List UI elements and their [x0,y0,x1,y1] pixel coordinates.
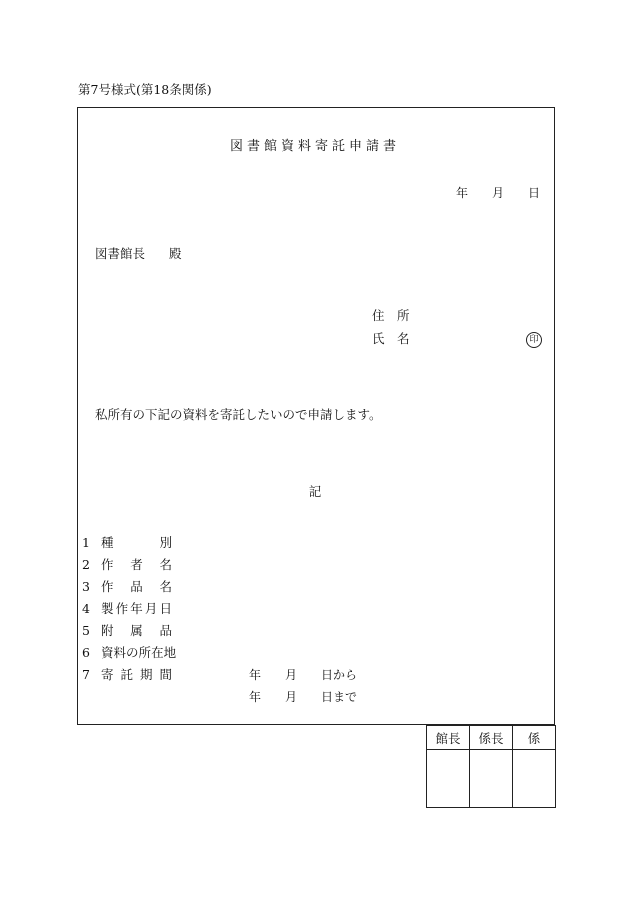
label-char: の [126,645,139,660]
label-char: 作 [101,557,114,572]
item-number: 4 [82,601,90,616]
label-char: 属 [130,623,143,638]
item-number: 3 [82,579,90,594]
label-char: 品 [130,579,143,594]
label-char: 者 [130,557,143,572]
period-to-month: 月 [285,690,298,704]
label-char: 名 [159,579,172,594]
label-char: 期 [139,667,153,682]
label-char: 別 [159,535,172,550]
label-char: 種 [101,535,114,550]
approval-stamp-table [426,725,556,808]
item-label-work-title [101,581,172,594]
date-year-label: 年 [456,186,469,200]
approval-header-chief: 係長 [470,726,513,750]
label-char: 料 [113,645,127,660]
date-month-label: 月 [492,186,505,200]
approval-stamp-director[interactable] [427,750,470,808]
label-char: 名 [159,557,172,572]
item-label-location [101,645,177,660]
item-label-deposit-period [101,669,172,682]
label-char: 日 [159,601,172,616]
item-number: 6 [82,645,90,660]
item-label-accessories [101,625,172,638]
period-from-day: 日から [321,668,358,682]
addressee-honorific: 殿 [169,246,182,261]
addressee-name: 図書館長 [95,246,146,261]
label-char: 作 [101,579,114,594]
period-to-day: 日まで [321,690,358,704]
addressee [95,248,182,261]
label-char: 間 [159,667,172,682]
item-label-production-date [101,603,172,616]
name-label: 氏 名 [372,331,410,346]
approval-stamp-chief[interactable] [470,750,513,808]
approval-header-director: 館長 [427,726,470,750]
item-number: 5 [82,623,90,638]
application-statement: 私所有の下記の資料を寄託したいので申請します。 [95,407,382,422]
approval-header-staff: 係 [513,726,556,750]
period-from-month: 月 [285,668,298,682]
document-title: 図書館資料寄託申請書 [229,139,400,154]
label-char: 寄 [101,667,114,682]
address-label: 住 所 [372,308,410,323]
label-char: 年 [130,601,143,616]
label-char: 所 [138,645,152,660]
label-char: 製 [101,601,114,616]
seal-mark: 印 [526,332,542,348]
approval-stamp-staff[interactable] [513,750,556,808]
label-char: 在 [151,645,164,660]
form-number-label: 第7号様式(第18条関係) [78,82,212,97]
item-number: 1 [82,535,90,550]
item-label-author [101,559,172,572]
item-number: 2 [82,557,90,572]
label-char: 資 [101,645,114,660]
item-number: 7 [82,667,90,682]
label-char: 託 [120,667,133,682]
label-char: 附 [101,623,114,638]
period-to-year: 年 [249,690,262,704]
label-char: 月 [144,601,158,616]
label-char: 地 [163,645,177,660]
label-char: 品 [159,623,172,638]
ki-heading: 記 [308,484,322,499]
date-day-label: 日 [528,186,541,200]
period-from-year: 年 [249,668,262,682]
item-label-kind [101,537,172,550]
label-char: 作 [115,601,129,616]
